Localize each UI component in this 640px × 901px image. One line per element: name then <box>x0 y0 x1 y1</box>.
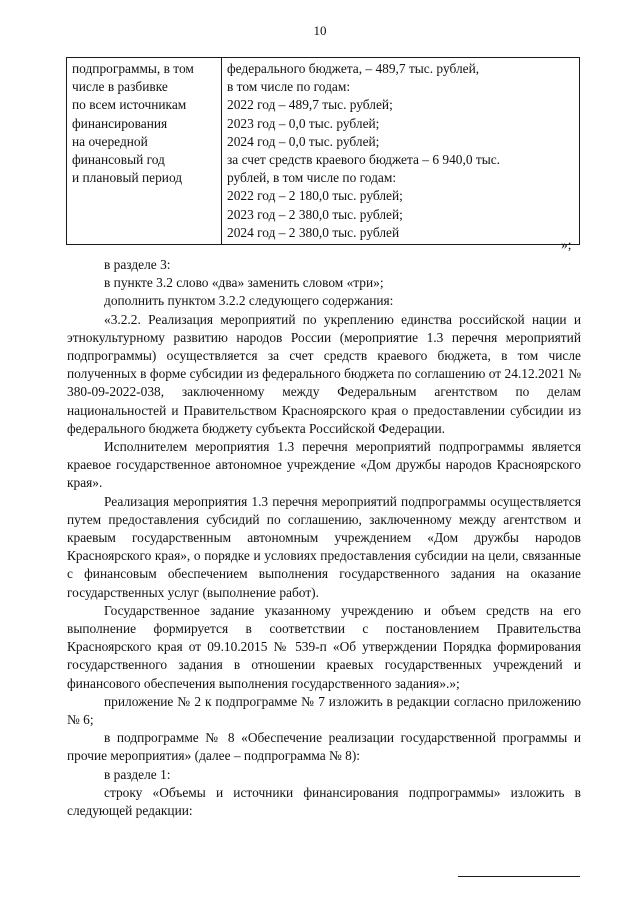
paragraph: в пункте 3.2 слово «два» заменить словом «три»; <box>104 275 384 291</box>
table-row <box>67 58 580 245</box>
paragraph: в разделе 3: <box>104 257 171 272</box>
label-line: и плановый период <box>72 170 183 186</box>
label-line: по всем источникам <box>72 97 187 113</box>
paragraph: строку «Объемы и источники финансирования подпрограммы» изложить в следующей редакции: <box>67 784 581 819</box>
value-line: в том числе по годам: <box>227 79 351 95</box>
paragraph: в разделе 1: <box>104 766 171 782</box>
label-line: подпрограммы, в том <box>72 61 194 76</box>
document-body <box>67 256 581 820</box>
paragraph: Реализация мероприятия 1.3 перечня мероприятий подпрограммы осуществляется путем предоставления субсидий по соглашению, заключенному между агентством и краевым государственным автономным учреждением «Дом дружбы народов Красноярского края», о порядке и условиях предоставления субсидии на цели, связанные с финансовым обеспечением выполнения государственного задания на оказание государственных услуг (выполнение работ). <box>67 493 581 600</box>
paragraph: Исполнителем мероприятия 1.3 перечня мероприятий подпрограммы является краевое государственное автономное учреждение «Дом дружбы народов Красноярского края». <box>67 439 581 491</box>
label-line: финансовый год <box>72 152 165 168</box>
value-line: федерального бюджета, – 489,7 тыс. рублей, <box>227 61 480 76</box>
value-line: 2022 год – 489,7 тыс. рублей; <box>227 97 393 113</box>
funding-value-cell <box>222 58 580 245</box>
label-line: на очередной <box>72 133 148 149</box>
paragraph: «3.2.2. Реализация мероприятий по укреплению единства российской нации и этнокультурному развитию народов России (мероприятие 1.3 перечня мероприятий подпрограммы) осуществляется за счет средств краевого бюджета, в том числе полученных в форме субсидии из федерального бюджета по соглашению от 24.12.2021 № 380-09-2022-038, заключенному между Федеральным агентством по делам национальностей и Правительством Красноярского края о предоставлении субсидии из федерального бюджета бюджету субъекта Российской Федерации. <box>67 311 581 436</box>
page-number: 10 <box>313 23 327 38</box>
value-line: 2023 год – 0,0 тыс. рублей; <box>227 115 380 131</box>
funding-label-cell <box>67 58 222 245</box>
paragraph: дополнить пунктом 3.2.2 следующего содержания: <box>104 293 394 309</box>
paragraph: приложение № 2 к подпрограмме № 7 изложить в редакции согласно приложению № 6; <box>67 693 581 728</box>
value-line: 2022 год – 2 180,0 тыс. рублей; <box>227 188 403 204</box>
value-line: рублей, в том числе по годам: <box>227 170 397 186</box>
funding-table <box>66 57 580 245</box>
paragraph: в подпрограмме № 8 «Обеспечение реализации государственной программы и прочие мероприятия» (далее – подпрограмма № 8): <box>67 730 581 764</box>
value-line: 2023 год – 2 380,0 тыс. рублей; <box>227 206 403 222</box>
label-line: числе в разбивке <box>72 79 168 95</box>
footer-divider <box>458 876 580 877</box>
paragraph: Государственное задание указанному учреждению и объем средств на его выполнение формируется в соответствии с постановлением Правительства Красноярского края от 09.10.2015 № 539-п «Об утверждении Порядка формирования государственного задания в отношении краевых государственных учреждений и финансового обеспечения выполнения государственного задания».»; <box>67 602 581 691</box>
table-closing-quote: »; <box>561 237 572 252</box>
label-line: финансирования <box>72 115 168 131</box>
value-line: 2024 год – 0,0 тыс. рублей; <box>227 133 380 149</box>
value-line: за счет средств краевого бюджета – 6 940,0 тыс. <box>227 152 501 168</box>
value-line: 2024 год – 2 380,0 тыс. рублей <box>227 224 400 240</box>
